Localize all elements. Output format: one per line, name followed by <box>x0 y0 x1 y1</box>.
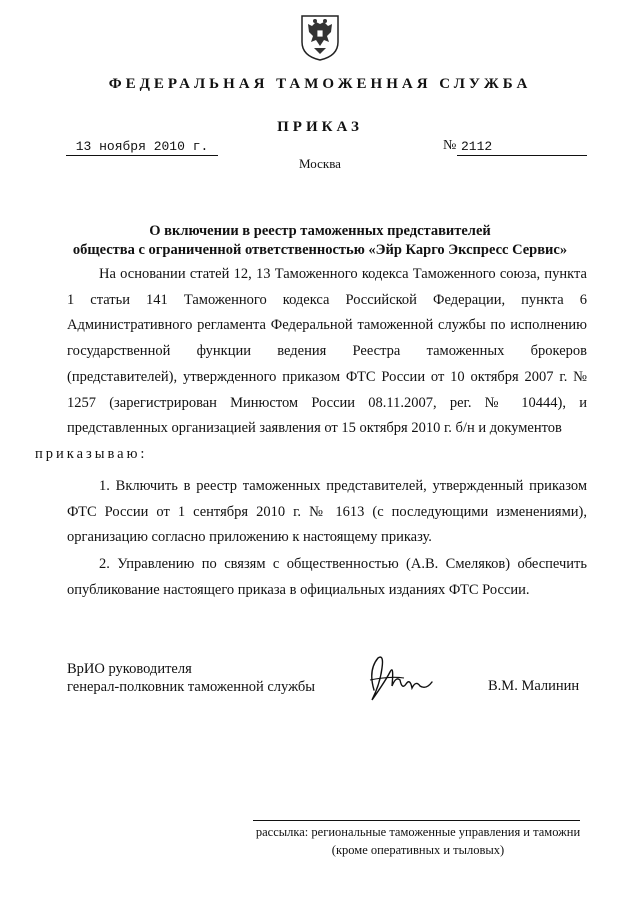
order-number-label: № <box>443 138 457 153</box>
subject-line-1: О включении в реестр таможенных представителей <box>149 223 491 239</box>
preamble-text: На основании статей 12, 13 Таможенного кодекса Таможенного союза, пункта 1 статьи 141 Таможенного кодекса Российской Федерации, пункта 6 Административного регламента Федеральной таможенной службы по исполнению государственной функции ведения Реестра таможенных брокеров (представителей), утвержденного приказом ФТС России от 10 октября 2007 г. № 1257 (зарегистрирован Минюстом России 08.11.2007, рег. № 10444), и представленных организацией заявления от 15 октября 2010 г. б/н и документов <box>67 266 587 437</box>
distribution-divider <box>253 820 580 821</box>
coat-of-arms-icon <box>296 12 344 62</box>
signatory-position <box>67 660 315 696</box>
position-line-2: генерал-полковник таможенной службы <box>67 679 316 695</box>
subject-line-2: общества с ограниченной ответственностью «Эйр Карго Экспресс Сервис» <box>72 242 568 258</box>
distribution-line-1: рассылка: региональные таможенные управления и таможни <box>255 825 581 839</box>
preamble-paragraph <box>35 262 587 468</box>
order-item-2: 2. Управлению по связям с общественностью (А.В. Смеляков) обеспечить опубликование настоящего приказа в официальных изданиях ФТС России. <box>67 556 587 598</box>
city: Москва <box>299 156 341 171</box>
document-type: ПРИКАЗ <box>277 119 363 135</box>
order-subject <box>60 222 580 260</box>
order-date: 13 ноября 2010 г. <box>66 139 218 156</box>
position-line-1: ВрИО руководителя <box>67 661 192 677</box>
signatory-name: В.М. Малинин <box>488 678 580 694</box>
distribution-line-2: (кроме оперативных и тыловых) <box>331 843 505 857</box>
order-item-1: 1. Включить в реестр таможенных представителей, утвержденный приказом ФТС России от 1 сентября 2010 г. № 1613 (с последующими изменениями), организацию согласно приложению к настоящему приказу. <box>67 478 587 546</box>
agency-name: ФЕДЕРАЛЬНАЯ ТАМОЖЕННАЯ СЛУЖБА <box>108 76 532 92</box>
distribution-list <box>253 823 583 859</box>
handwritten-signature <box>360 650 460 710</box>
order-number: 2112 <box>457 139 587 156</box>
decree-word: приказываю: <box>35 445 148 462</box>
